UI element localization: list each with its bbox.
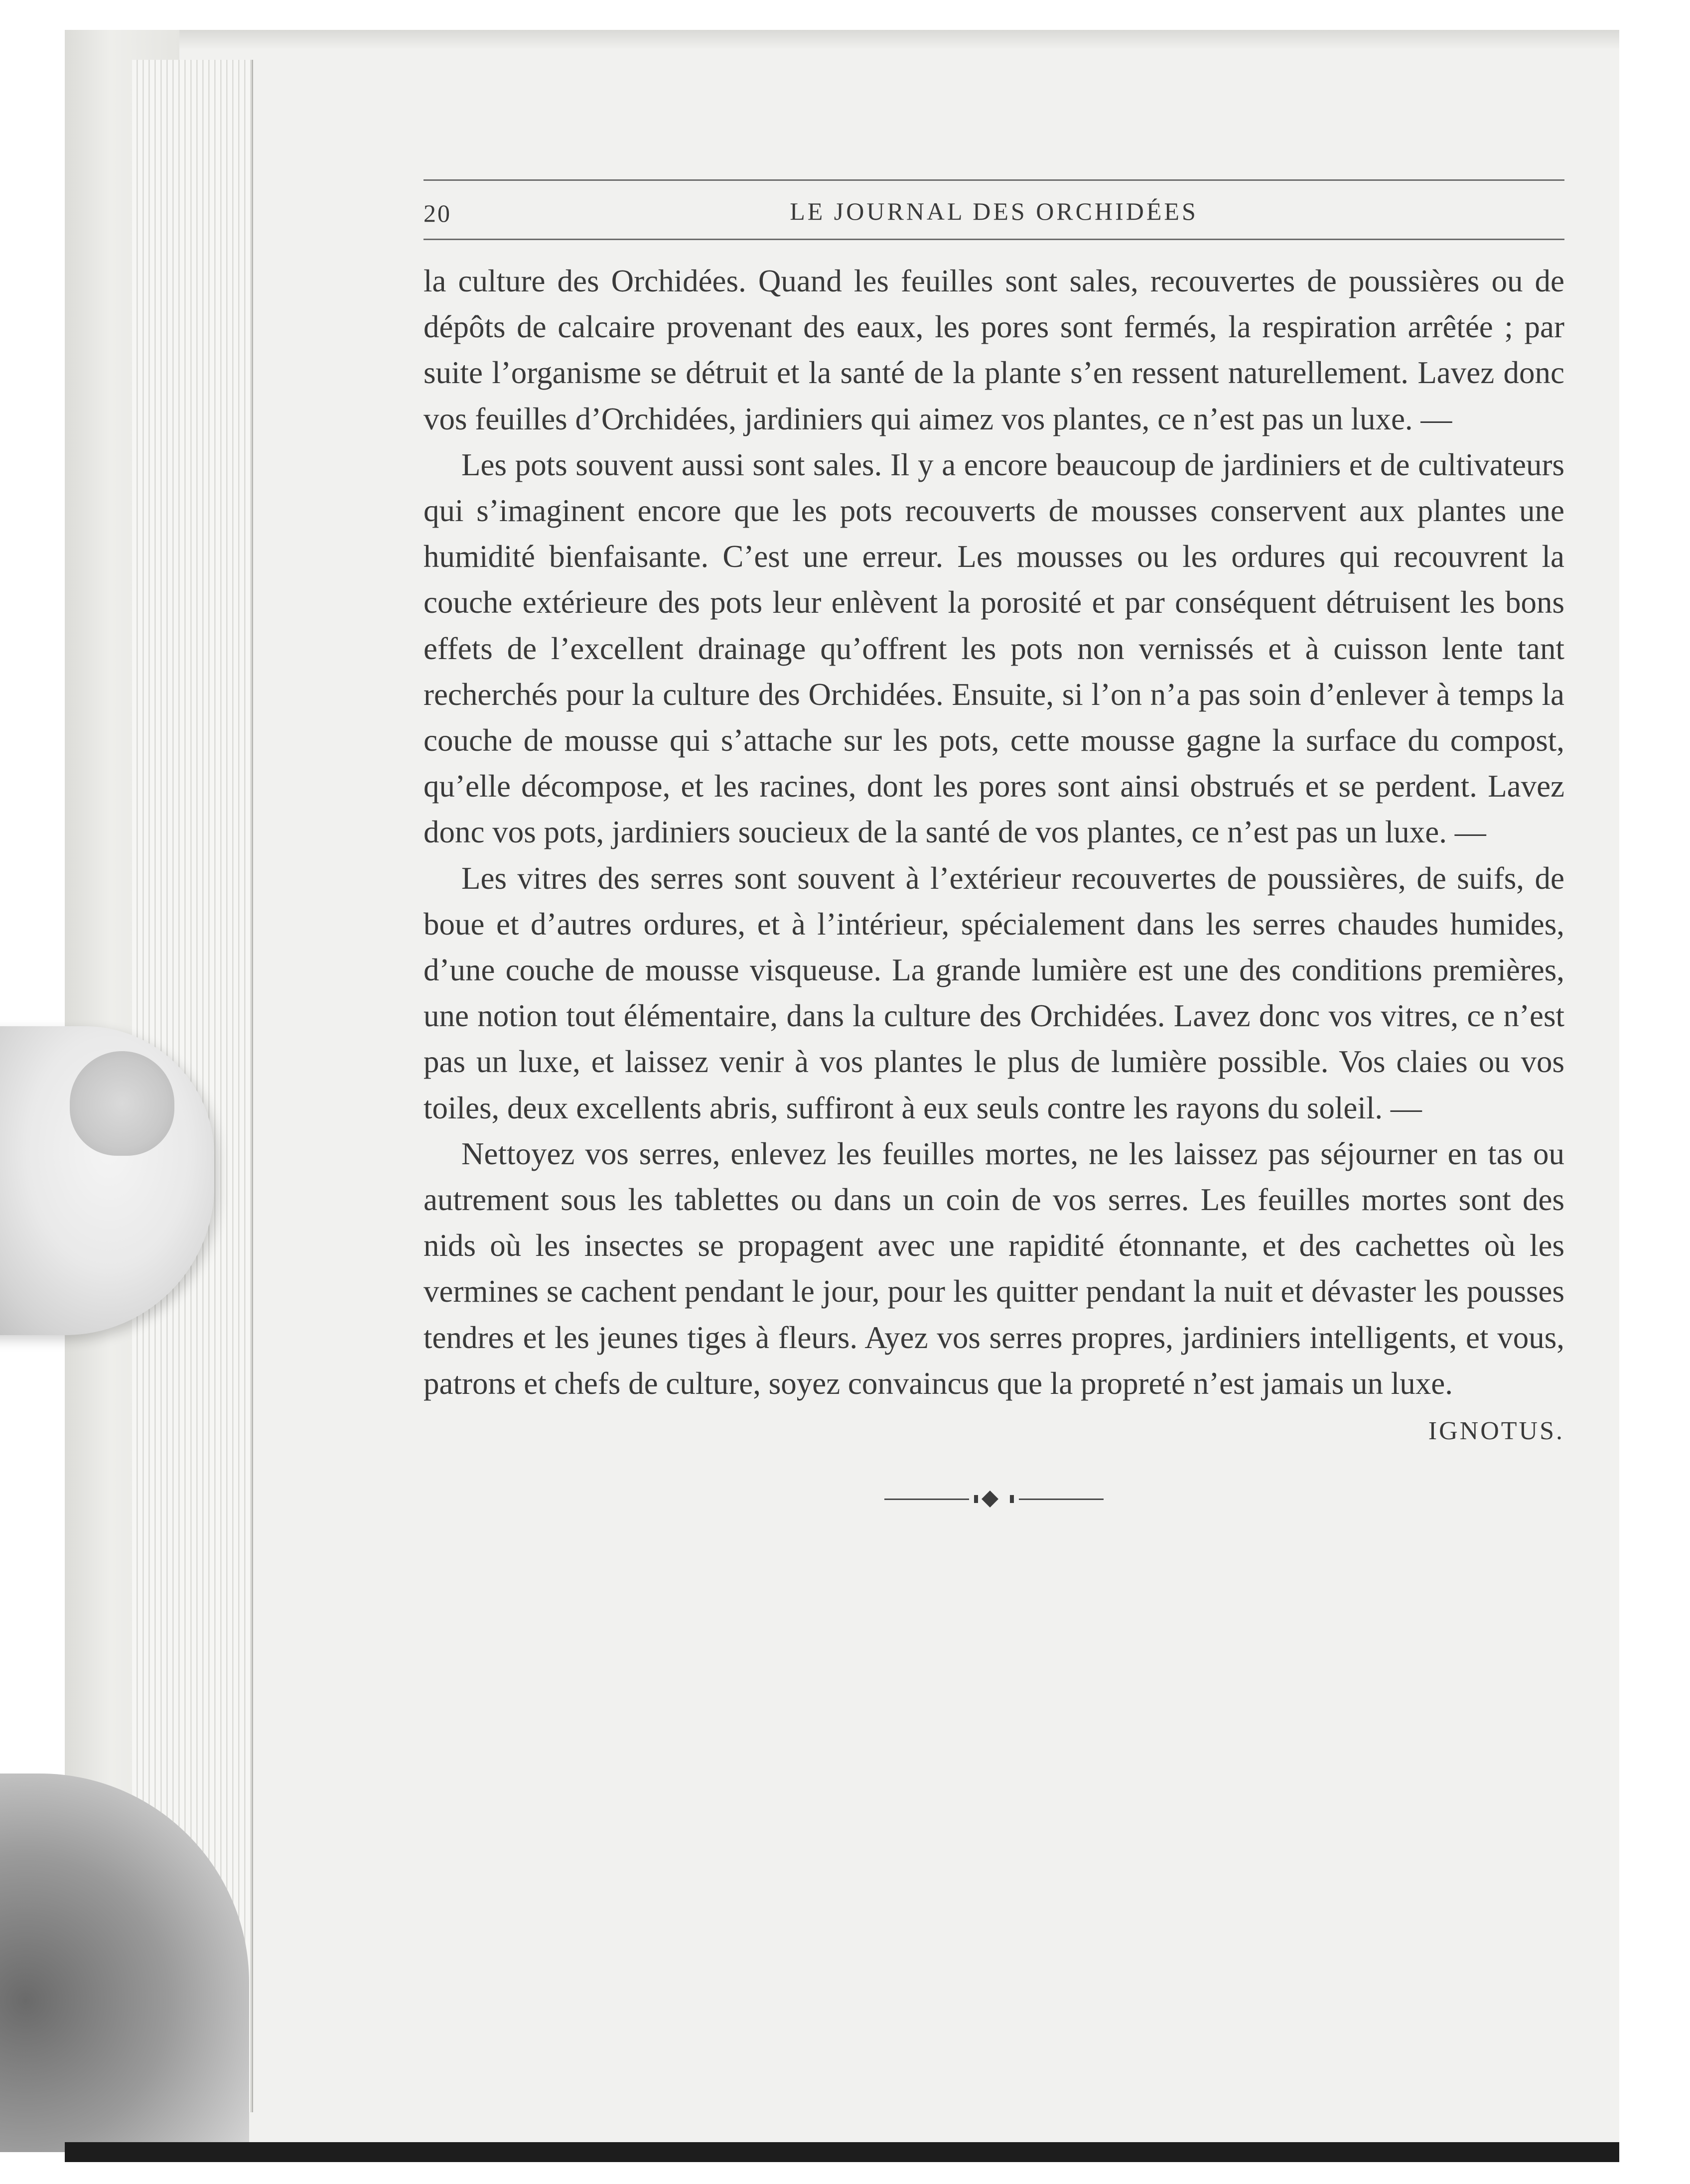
ornament-diamond [982, 1491, 998, 1507]
page-number: 20 [423, 199, 451, 227]
paragraph-2: Les pots souvent aussi sont sales. Il y a encore beaucoup de jardiniers et de cultivateurs qui s’imaginent encore que les pots recouverts de mousses conservent aux plantes une humidité bienfaisante. C’est une erreur. Les mousses ou les ordures qui recouvrent la couche extérieure des pots leur enlèvent la porosité et par conséquent détruisent les bons effets de l’excellent drainage qu’offrent les pots non vernissés et à cuisson lente tant recherchés pour la culture des Orchidées. Ensuite, si l’on n’a pas soin d’enlever à temps la couche de mousse qui s’attache sur les pots, cette mousse gagne la surface du compost, qu’elle décompose, et les racines, dont les pores sont ainsi obstrués et se perdent. Lavez donc vos pots, jardiniers soucieux de la santé de vos plantes, ce n’est pas un luxe. — [423, 447, 1564, 850]
thumbnail [70, 1051, 174, 1156]
section-ornament [884, 1489, 1104, 1509]
running-title: LE JOURNAL DES ORCHIDÉES [790, 197, 1198, 225]
ornament-dot-left [974, 1495, 978, 1503]
ornament-line-left [884, 1499, 969, 1500]
ornament-line-right [1019, 1499, 1104, 1500]
top-shadow [65, 30, 1619, 50]
paragraph-4: Nettoyez vos serres, enlevez les feuilles mortes, ne les laissez pas séjourner en tas ou autrement sous les tablettes ou dans un coin de vos serres. Les feuilles mortes sont des nids où les insectes se propagent avec une rapidité étonnante, et des cachettes où les vermines se cachent pendant le jour, pour les quitter pendant la nuit et dévaster les pousses tendres et les jeunes tiges à fleurs. Ayez vos serres propres, jardiniers intelligents, et vous, patrons et chefs de culture, soyez convaincus que la propreté n’est jamais un luxe. [423, 1136, 1564, 1401]
author-signature: IGNOTUS. [1428, 1417, 1564, 1446]
page-header [423, 181, 1564, 239]
printed-page [423, 179, 1564, 1509]
ornament-dot-right [1010, 1495, 1014, 1503]
paragraph-3: Les vitres des serres sont souvent à l’extérieur recouvertes de poussières, de suifs, de boue et d’autres ordures, et à l’intérieur, spécialement dans les serres chaudes humides, d’une couche de mousse visqueuse. La grande lumière est une des conditions premières, une notion tout élémentaire, dans la culture des Orchidées. Lavez donc vos vitres, ce n’est pas un luxe, et laissez venir à vos plantes le plus de lumière possible. Vos claies ou vos toiles, deux excellents abris, suffiront à eux seuls contre les rayons du soleil. — [423, 860, 1564, 1125]
scan-bottom-edge [65, 2142, 1619, 2162]
header-bottom-rule [423, 239, 1564, 240]
article-body [423, 258, 1564, 1406]
paragraph-1: la culture des Orchidées. Quand les feuilles sont sales, recouvertes de poussières ou de dépôts de calcaire provenant des eaux, les pores sont fermés, la respiration arrêtée ; par suite l’organisme se détruit et la santé de la plante s’en ressent naturellement. Lavez donc vos feuilles d’Orchidées, jardiniers qui aimez vos plantes, ce n’est pas un luxe. — [423, 264, 1564, 436]
